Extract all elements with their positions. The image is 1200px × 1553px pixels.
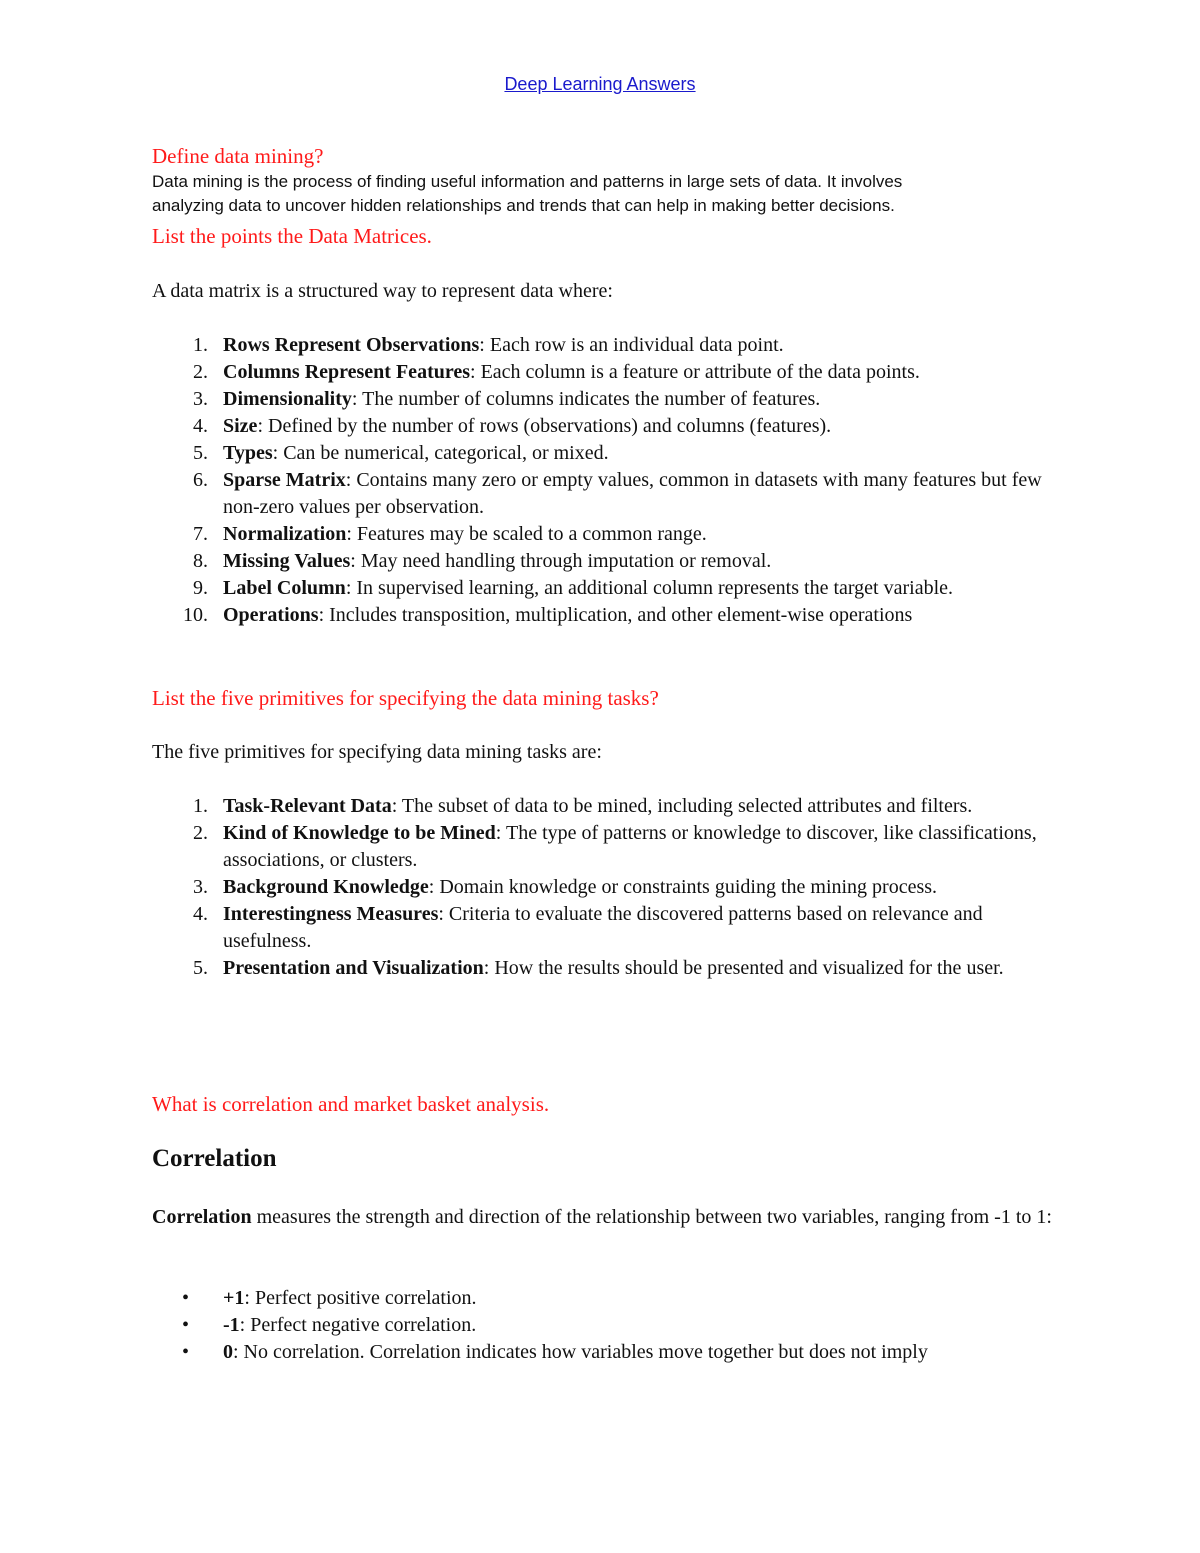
bullet-item	[152, 1285, 1072, 1312]
item-desc: : Features may be scaled to a common range.	[346, 523, 707, 545]
primitives-intro: The five primitives for specifying data mining tasks are:	[152, 741, 602, 763]
bullet-term: 0	[223, 1341, 233, 1363]
list-number: 3.	[193, 876, 208, 898]
item-desc: : Includes transposition, multiplication, and other element-wise operations	[318, 604, 913, 626]
item-term: Interestingness Measures	[223, 903, 439, 925]
list-item	[152, 955, 1072, 982]
data-matrix-points-list	[152, 332, 1072, 629]
list-item	[152, 521, 1072, 548]
item-term: Normalization	[223, 523, 347, 545]
item-term: Task-Relevant Data	[223, 795, 392, 817]
bullet-icon: •	[182, 1314, 190, 1336]
list-item	[152, 413, 1072, 440]
list-number: 4.	[193, 903, 208, 925]
item-term: Dimensionality	[223, 388, 352, 410]
list-number: 6.	[193, 469, 208, 491]
document-title[interactable]: Deep Learning Answers	[504, 74, 696, 94]
item-desc: : The subset of data to be mined, including selected attributes and filters.	[391, 795, 973, 817]
item-term: Missing Values	[223, 550, 351, 572]
list-item	[152, 332, 1072, 359]
correlation-heading: Correlation	[152, 1145, 277, 1172]
list-number: 2.	[193, 361, 208, 383]
bullet-desc: : No correlation. Correlation indicates how variables move together but does not imply	[233, 1341, 928, 1363]
list-number: 8.	[193, 550, 208, 572]
item-term: Operations	[223, 604, 319, 626]
bullet-icon: •	[182, 1287, 190, 1309]
bullet-item	[152, 1312, 1072, 1339]
list-item	[152, 440, 1072, 467]
item-desc: : The type of patterns or knowledge to discover, like classifications, associations, or clusters.	[223, 822, 1037, 871]
bullet-term: +1	[223, 1287, 245, 1309]
item-term: Types	[223, 442, 273, 464]
list-item	[152, 575, 1072, 602]
item-term: Rows Represent Observations	[223, 334, 480, 356]
item-term: Presentation and Visualization	[223, 957, 484, 979]
primitives-list	[152, 793, 1072, 982]
list-item	[152, 793, 1072, 820]
item-desc: : In supervised learning, an additional column represents the target variable.	[345, 577, 954, 599]
list-number: 7.	[193, 523, 208, 545]
list-item	[152, 602, 1072, 629]
question-correlation-market-basket: What is correlation and market basket analysis.	[152, 1092, 550, 1116]
bullet-icon: •	[182, 1341, 190, 1363]
list-item	[152, 901, 1072, 955]
question-five-primitives: List the five primitives for specifying the data mining tasks?	[152, 686, 659, 710]
list-number: 2.	[193, 822, 208, 844]
item-term: Sparse Matrix	[223, 469, 346, 491]
bullet-desc: : Perfect negative correlation.	[239, 1314, 477, 1336]
list-item	[152, 359, 1072, 386]
correlation-paragraph	[152, 1204, 1072, 1231]
item-desc: : Defined by the number of rows (observations) and columns (features).	[257, 415, 832, 437]
item-desc: : The number of columns indicates the number of features.	[351, 388, 821, 410]
list-item	[152, 548, 1072, 575]
list-number: 3.	[193, 388, 208, 410]
answer-data-mining	[152, 170, 1052, 218]
item-desc: : Each row is an individual data point.	[479, 334, 784, 356]
item-desc: : May need handling through imputation or removal.	[350, 550, 772, 572]
bullet-desc: : Perfect positive correlation.	[244, 1287, 477, 1309]
list-item	[152, 820, 1072, 874]
list-number: 1.	[193, 334, 208, 356]
item-desc: : How the results should be presented and visualized for the user.	[483, 957, 1004, 979]
item-desc: : Contains many zero or empty values, common in datasets with many features but few non-zero values per observation.	[223, 469, 1042, 518]
item-term: Background Knowledge	[223, 876, 429, 898]
list-number: 10.	[183, 604, 208, 626]
item-term: Size	[223, 415, 258, 437]
answer-line-1: Data mining is the process of finding useful information and patterns in large sets of data. It involves	[152, 172, 903, 191]
item-desc: : Each column is a feature or attribute of the data points.	[470, 361, 920, 383]
list-item	[152, 874, 1072, 901]
question-define-data-mining: Define data mining?	[152, 144, 324, 168]
data-matrix-intro: A data matrix is a structured way to represent data where:	[152, 280, 613, 302]
item-desc: : Domain knowledge or constraints guiding the mining process.	[428, 876, 938, 898]
correlation-bullets	[152, 1285, 1072, 1366]
question-data-matrices: List the points the Data Matrices.	[152, 224, 432, 248]
item-term: Kind of Knowledge to be Mined	[223, 822, 496, 844]
item-desc: : Can be numerical, categorical, or mixed.	[272, 442, 609, 464]
list-item	[152, 467, 1072, 521]
item-desc: : Criteria to evaluate the discovered patterns based on relevance and usefulness.	[223, 903, 983, 952]
item-term: Columns Represent Features	[223, 361, 471, 383]
paragraph-text: measures the strength and direction of the relationship between two variables, ranging from -1 to 1:	[251, 1206, 1052, 1228]
paragraph-term: Correlation	[152, 1206, 252, 1228]
answer-line-2: analyzing data to uncover hidden relationships and trends that can help in making better decisions.	[152, 196, 895, 215]
list-item	[152, 386, 1072, 413]
list-number: 4.	[193, 415, 208, 437]
list-number: 5.	[193, 442, 208, 464]
list-number: 9.	[193, 577, 208, 599]
list-number: 1.	[193, 795, 208, 817]
bullet-term: -1	[223, 1314, 240, 1336]
bullet-item	[152, 1339, 1072, 1366]
list-number: 5.	[193, 957, 208, 979]
item-term: Label Column	[223, 577, 346, 599]
